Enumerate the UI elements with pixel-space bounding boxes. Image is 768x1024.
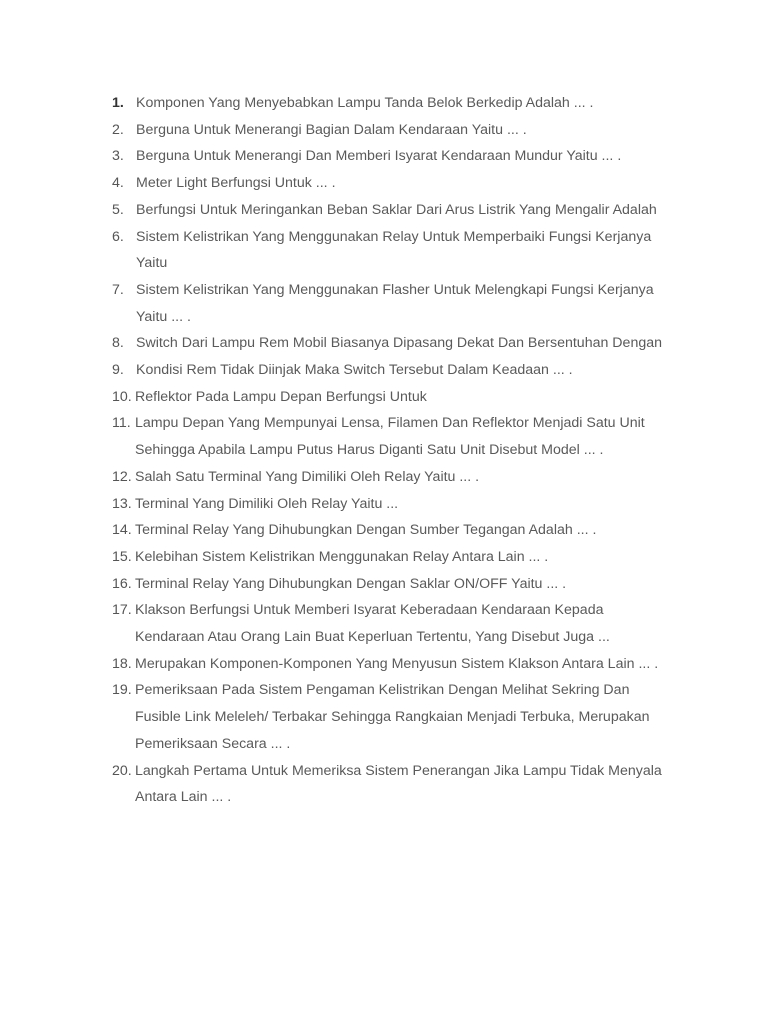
question-number: 16. bbox=[112, 575, 132, 592]
question-number: 2. bbox=[112, 121, 124, 138]
question-number: 9. bbox=[112, 362, 124, 379]
question-text: Switch Dari Lampu Rem Mobil Biasanya Dipasang Dekat Dan Bersentuhan Dengan bbox=[136, 335, 663, 352]
question-item bbox=[0, 758, 768, 811]
question-item bbox=[0, 170, 768, 197]
question-number: 10. bbox=[112, 388, 132, 405]
question-number: 18. bbox=[112, 655, 132, 672]
question-number: 13. bbox=[112, 495, 132, 512]
question-number: 7. bbox=[112, 281, 124, 298]
question-item bbox=[0, 90, 768, 117]
question-item bbox=[0, 143, 768, 170]
question-item bbox=[0, 651, 768, 678]
question-text: Meter Light Berfungsi Untuk ... . bbox=[136, 175, 336, 192]
question-number: 5. bbox=[112, 201, 124, 218]
question-item bbox=[0, 330, 768, 357]
question-text: Terminal Yang Dimiliki Oleh Relay Yaitu ... bbox=[135, 495, 399, 512]
question-item bbox=[0, 571, 768, 598]
question-item bbox=[0, 491, 768, 518]
question-item bbox=[0, 677, 768, 757]
question-item bbox=[0, 277, 768, 330]
question-item bbox=[0, 384, 768, 411]
question-text: Sistem Kelistrikan Yang Menggunakan Flasher Untuk Melengkapi Fungsi Kerjanya Yaitu ... . bbox=[136, 281, 654, 325]
question-item bbox=[0, 197, 768, 224]
question-text: Salah Satu Terminal Yang Dimiliki Oleh Relay Yaitu ... . bbox=[135, 468, 480, 485]
question-text: Komponen Yang Menyebabkan Lampu Tanda Belok Berkedip Adalah ... . bbox=[136, 95, 594, 111]
question-text: Sistem Kelistrikan Yang Menggunakan Relay Untuk Memperbaiki Fungsi Kerjanya Yaitu bbox=[136, 228, 652, 272]
question-number: 6. bbox=[112, 228, 124, 245]
question-text: Berguna Untuk Menerangi Dan Memberi Isyarat Kendaraan Mundur Yaitu ... . bbox=[136, 148, 622, 165]
question-number: 11. bbox=[112, 415, 131, 432]
question-item bbox=[0, 517, 768, 544]
question-text: Merupakan Komponen-Komponen Yang Menyusun Sistem Klakson Antara Lain ... . bbox=[135, 655, 659, 672]
question-item bbox=[0, 117, 768, 144]
question-number: 4. bbox=[112, 175, 124, 192]
question-text: Kondisi Rem Tidak Diinjak Maka Switch Tersebut Dalam Keadaan ... . bbox=[136, 362, 573, 379]
question-item bbox=[0, 597, 768, 650]
question-number: 17. bbox=[112, 602, 132, 619]
question-number: 19. bbox=[112, 682, 132, 699]
question-text: Reflektor Pada Lampu Depan Berfungsi Untuk bbox=[135, 388, 427, 405]
question-text: Terminal Relay Yang Dihubungkan Dengan Sumber Tegangan Adalah ... . bbox=[135, 522, 597, 539]
question-item bbox=[0, 410, 768, 463]
question-number: 3. bbox=[112, 148, 124, 165]
question-number: 12. bbox=[112, 468, 132, 485]
question-text: Langkah Pertama Untuk Memeriksa Sistem Penerangan Jika Lampu Tidak Menyala Antara Lain ... . bbox=[135, 762, 662, 806]
question-item bbox=[0, 544, 768, 571]
question-item bbox=[0, 464, 768, 491]
question-number: 14. bbox=[112, 522, 132, 539]
question-list bbox=[0, 90, 768, 811]
question-text: Kelebihan Sistem Kelistrikan Menggunakan Relay Antara Lain ... . bbox=[135, 548, 549, 565]
question-number: 20. bbox=[112, 762, 132, 779]
question-number: 15. bbox=[112, 548, 132, 565]
question-text: Klakson Berfungsi Untuk Memberi Isyarat Keberadaan Kendaraan Kepada Kendaraan Atau Orang Lain Buat Keperluan Tertentu, Yang Disebut Juga ... bbox=[135, 602, 610, 646]
question-number: 8. bbox=[112, 335, 124, 352]
question-number: 1. bbox=[112, 95, 124, 111]
question-text: Pemeriksaan Pada Sistem Pengaman Kelistrikan Dengan Melihat Sekring Dan Fusible Link Meleleh/ Terbakar Sehingga Rangkaian Menjadi Terbuka, Merupakan Pemeriksaan Secara ... . bbox=[135, 682, 650, 752]
question-text: Berguna Untuk Menerangi Bagian Dalam Kendaraan Yaitu ... . bbox=[136, 121, 527, 138]
question-item bbox=[0, 224, 768, 277]
question-text: Terminal Relay Yang Dihubungkan Dengan Saklar ON/OFF Yaitu ... . bbox=[135, 575, 567, 592]
question-text: Lampu Depan Yang Mempunyai Lensa, Filamen Dan Reflektor Menjadi Satu Unit Sehingga Apabila Lampu Putus Harus Diganti Satu Unit Disebut Model ... . bbox=[135, 415, 645, 459]
question-item bbox=[0, 357, 768, 384]
question-text: Berfungsi Untuk Meringankan Beban Saklar Dari Arus Listrik Yang Mengalir Adalah bbox=[136, 201, 657, 218]
